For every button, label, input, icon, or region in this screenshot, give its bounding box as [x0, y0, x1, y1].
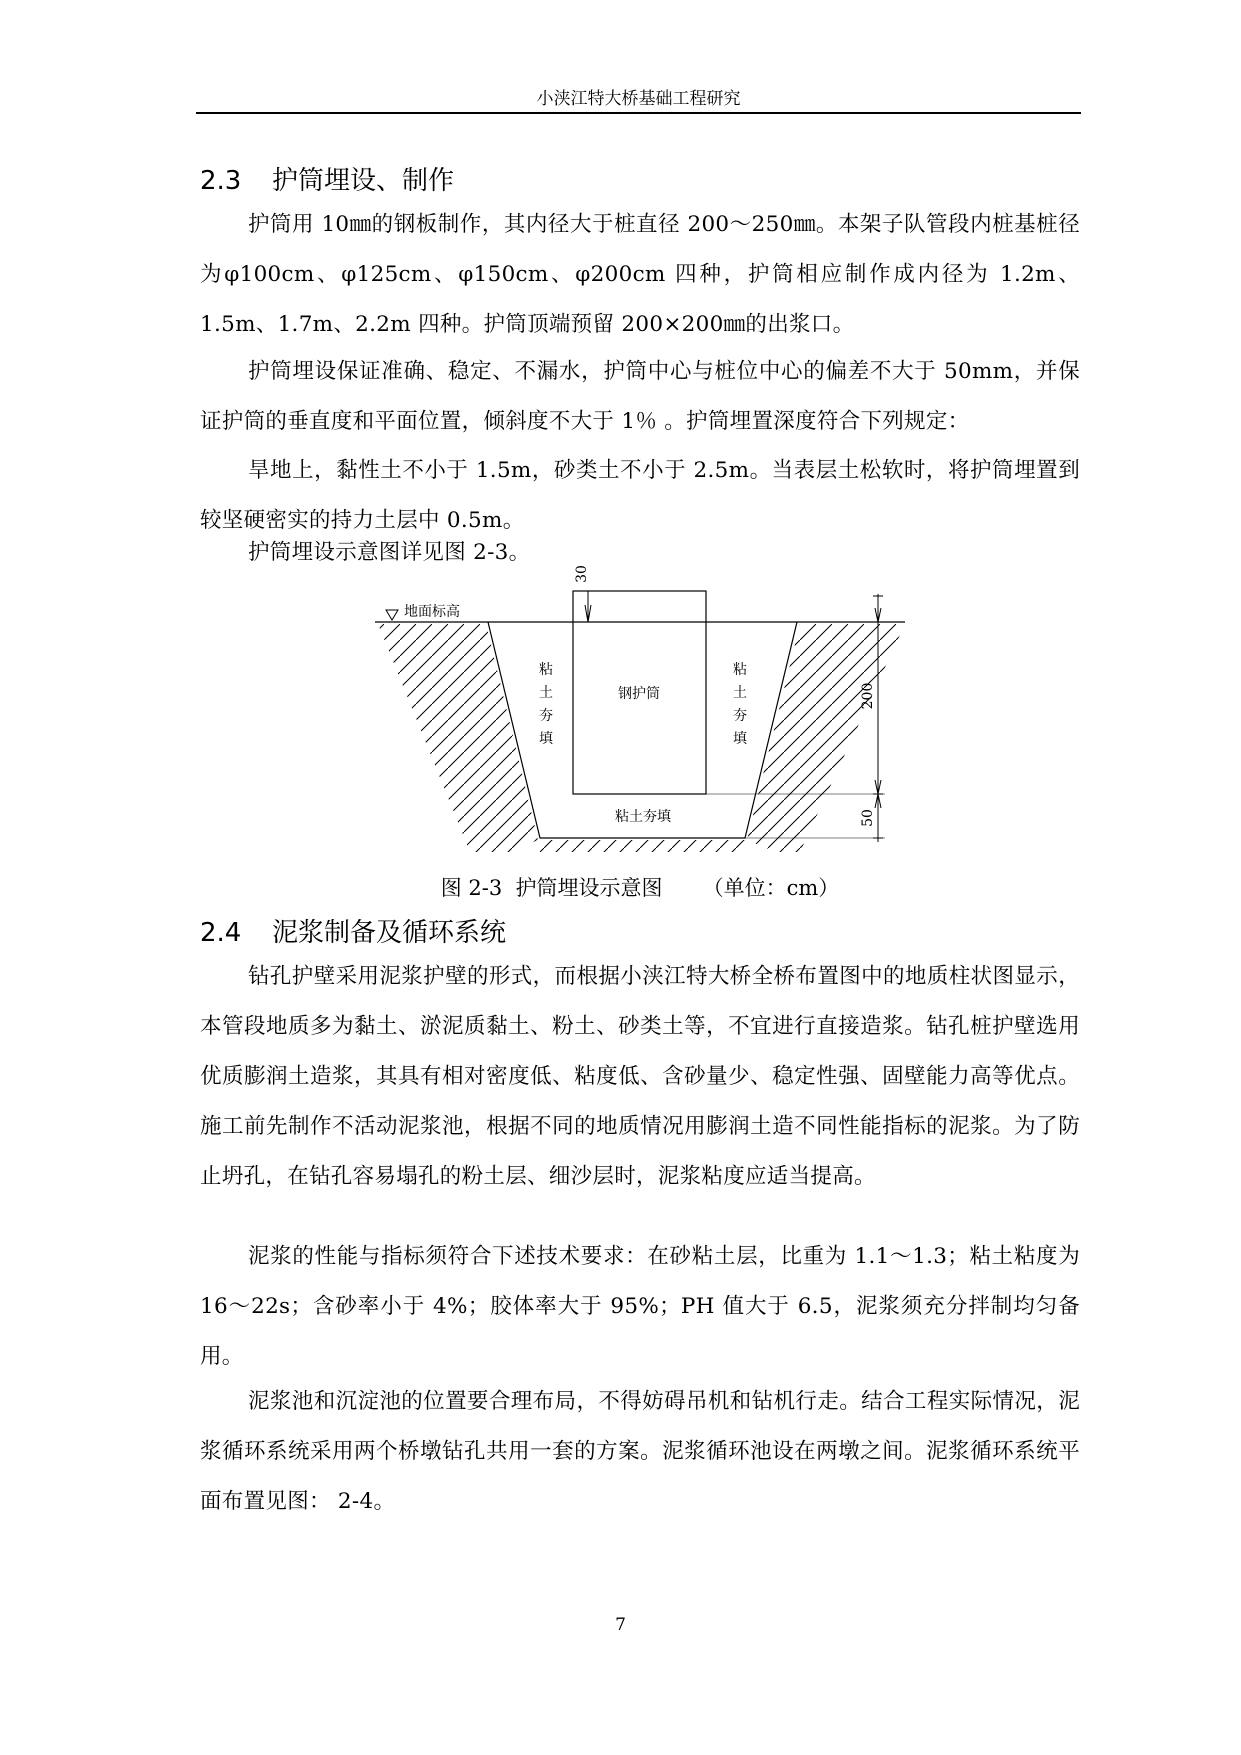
casing-label: 钢护筒: [618, 686, 660, 702]
backfill-right-char: 夯: [733, 708, 747, 724]
dim-bottom-label: 50: [860, 809, 876, 827]
ground-level-symbol: [386, 610, 398, 620]
page-number: 7: [615, 1615, 626, 1635]
backfill-left-char: 填: [539, 731, 553, 747]
backfill-bottom-label: 粘土夯填: [615, 809, 671, 825]
section-title: 护筒埋设、制作: [272, 166, 455, 196]
section-heading-2-4: [200, 912, 506, 949]
backfill-right-char: 土: [733, 685, 747, 701]
backfill-right-char: 粘: [733, 662, 747, 678]
paragraph: 护筒用 10㎜的钢板制作，其内径大于桩直径 200～250㎜。本架子队管段内桩基桩径为φ100cm、φ125cm、φ150cm、φ200cm 四种，护筒相应制作成内径为 1.2m、1.5m、1.7m、2.2m 四种。护筒顶端预留 200×200㎜的出浆口。: [200, 212, 1080, 337]
soil-hatching-left: [378, 624, 538, 852]
dim-top-label: 30: [574, 565, 590, 583]
section-number: 2.4: [200, 918, 242, 948]
paragraph: 泥浆的性能与指标须符合下述技术要求：在砂粘土层，比重为 1.1～1.3；粘土粘度为 16～22s；含砂率小于 4%；胶体率大于 95%；PH 值大于 6.5，泥浆须充分拌制均匀备用。: [200, 1244, 1080, 1369]
backfill-right-char: 填: [733, 731, 747, 747]
paragraph: 钻孔护壁采用泥浆护壁的形式，而根据小浃江特大桥全桥布置图中的地质柱状图显示，本管段地质多为黏土、淤泥质黏土、粉土、砂类土等，不宜进行直接造浆。钻孔桩护壁选用优质膨润土造浆，其具有相对密度低、粘度低、含砂量少、稳定性强、固壁能力高等优点。施工前先制作不活动泥浆池，根据不同的地质情况用膨润土造不同性能指标的泥浆。为了防止坍孔，在钻孔容易塌孔的粉土层、细沙层时，泥浆粘度应适当提高。: [200, 964, 1080, 1189]
section-title: 泥浆制备及循环系统: [272, 918, 507, 948]
paragraph: 旱地上，黏性土不小于 1.5m，砂类土不小于 2.5m。当表层土松软时，将护筒埋置到较坚硬密实的持力土层中 0.5m。: [200, 458, 1080, 533]
paragraph: 泥浆池和沉淀池的位置要合理布局，不得妨碍吊机和钻机行走。结合工程实际情况，泥浆循环系统采用两个桥墩钻孔共用一套的方案。泥浆循环池设在两墩之间。泥浆循环系统平面布置见图： 2-4。: [200, 1389, 1080, 1514]
casing-diagram: [370, 556, 910, 856]
backfill-left-char: 夯: [539, 708, 553, 724]
backfill-left-char: 土: [539, 685, 553, 701]
section-heading-2-3: [200, 160, 454, 197]
pit-outline: [488, 622, 797, 838]
section-number: 2.3: [200, 166, 242, 196]
running-header: 小浃江特大桥基础工程研究: [536, 89, 741, 109]
ground-level-label: 地面标高: [404, 604, 460, 620]
backfill-left-char: 粘: [539, 662, 553, 678]
soil-hatching-bottom: [540, 840, 745, 852]
header-rule: [196, 112, 1081, 114]
soil-hatching-right: [747, 624, 905, 852]
paragraph: 护筒埋设保证准确、稳定、不漏水，护筒中心与桩位中心的偏差不大于 50mm，并保证护筒的垂直度和平面位置，倾斜度不大于 1％ 。护筒埋置深度符合下列规定：: [200, 359, 1080, 434]
dim-middle-label: 200: [860, 682, 876, 710]
figure-caption: 图 2-3 护筒埋设示意图 （单位：cm）: [440, 876, 840, 900]
paragraph: 护筒埋设示意图详见图 2-3。: [248, 540, 531, 565]
